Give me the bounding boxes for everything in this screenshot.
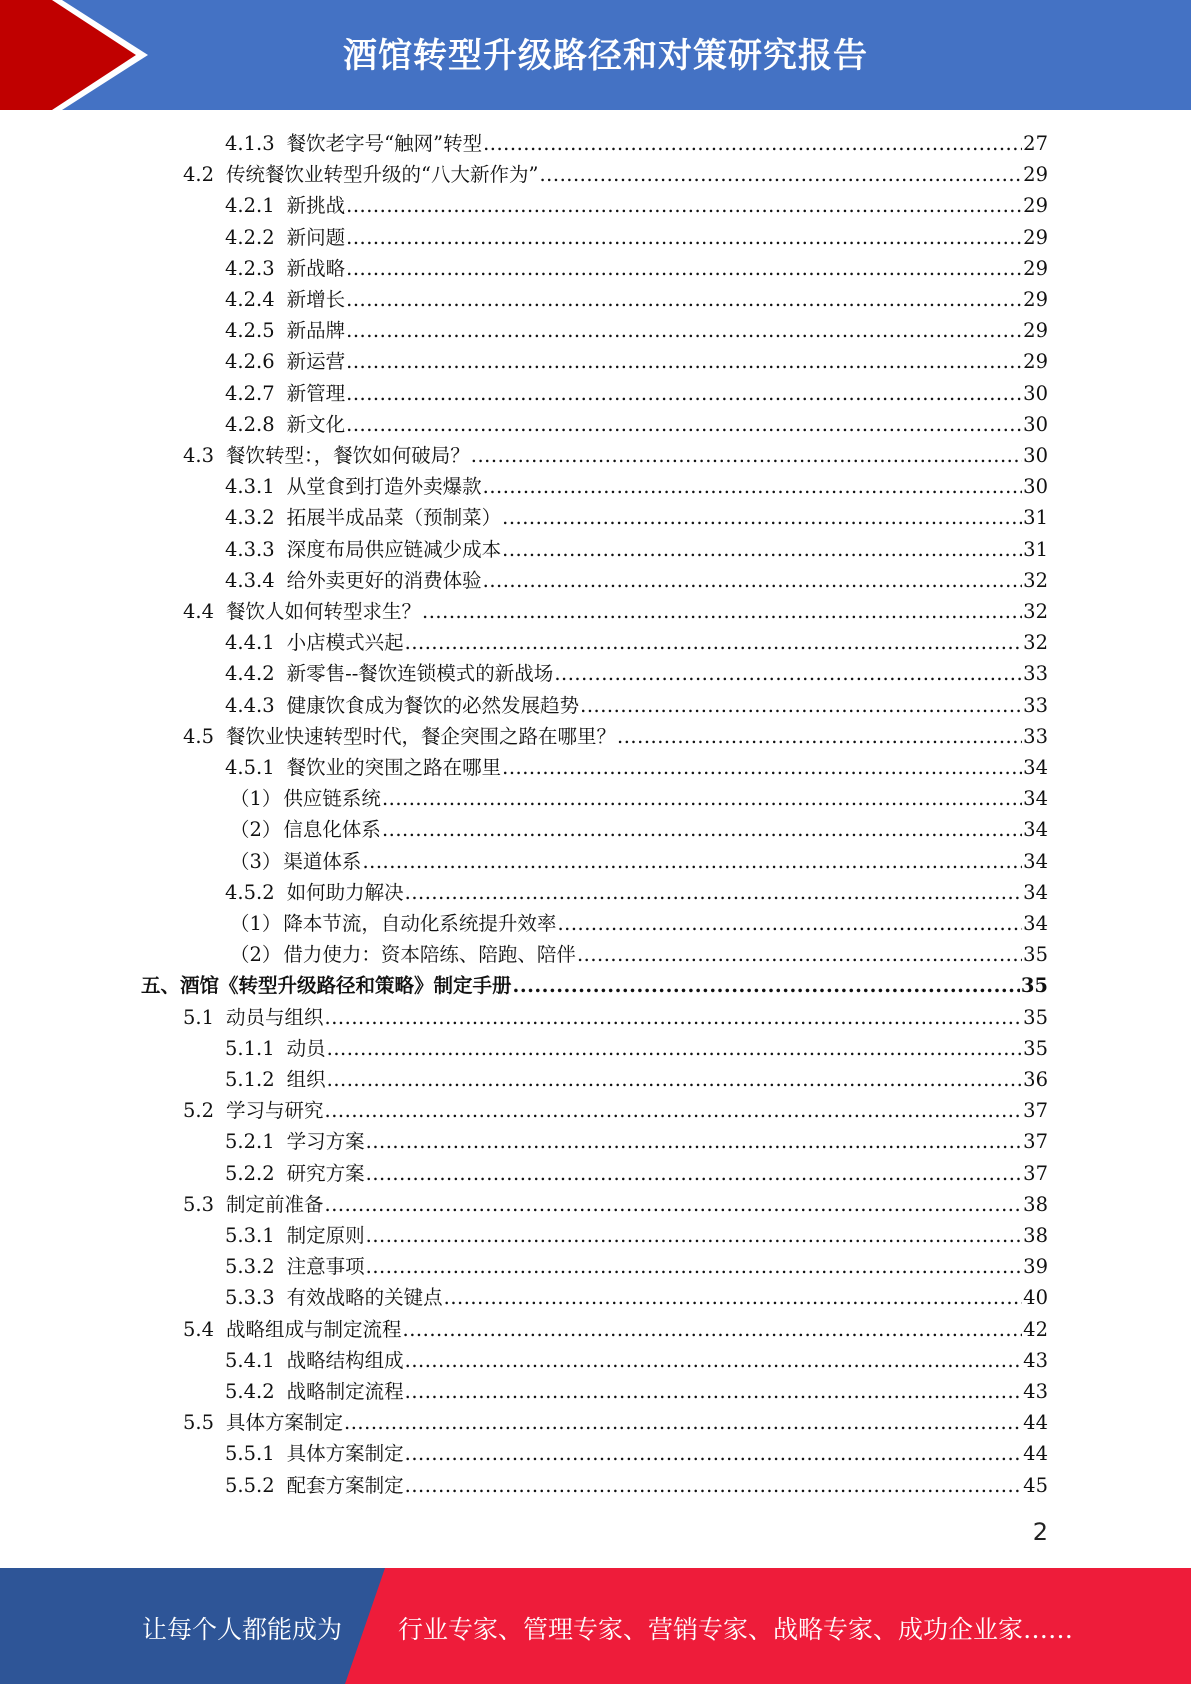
toc-entry[interactable] <box>183 721 1048 752</box>
toc-entry-title: 从堂食到打造外卖爆款 <box>286 475 482 499</box>
toc-leader-dots <box>325 1095 1023 1126</box>
toc-entry-page: 37 <box>1023 1130 1048 1154</box>
toc-entry-number: 4.4.2 <box>225 662 275 686</box>
toc-entry-title: 学习与研究 <box>226 1099 324 1123</box>
toc-entry-title: 组织 <box>286 1068 326 1091</box>
toc-leader-dots <box>502 502 1022 533</box>
toc-entry[interactable] <box>225 877 1048 908</box>
page-number: 2 <box>1032 1518 1048 1546</box>
toc-entry[interactable] <box>230 939 1048 970</box>
toc-entry[interactable] <box>225 1064 1048 1095</box>
toc-entry-page: 29 <box>1023 256 1048 280</box>
toc-entry-page: 30 <box>1023 444 1048 467</box>
toc-entry[interactable] <box>183 440 1048 471</box>
toc-entry-title: 新零售--餐饮连锁模式的新战场 <box>286 662 554 686</box>
toc-leader-dots <box>444 1282 1023 1313</box>
toc-leader-dots <box>346 284 1022 315</box>
toc-entry[interactable] <box>230 783 1048 814</box>
toc-entry[interactable] <box>183 1314 1048 1345</box>
toc-entry[interactable] <box>225 346 1048 377</box>
toc-entry-page: 38 <box>1023 1192 1048 1216</box>
toc-entry[interactable] <box>183 596 1048 627</box>
toc-entry-number: 4.2.5 <box>225 319 275 343</box>
toc-entry-title: 新管理 <box>286 381 346 405</box>
toc-leader-dots <box>366 1158 1023 1189</box>
toc-entry[interactable] <box>225 1220 1048 1251</box>
footer-slogan-left: 让每个人都能成为 <box>142 1615 343 1644</box>
toc-entry-number: 5.4.2 <box>225 1380 275 1403</box>
toc-entry-number: 4.3 <box>183 444 215 467</box>
toc-leader-dots <box>617 721 1022 752</box>
toc-entry-title: 战略制定流程 <box>286 1380 404 1403</box>
toc-entry-number: 4.2.7 <box>225 381 275 405</box>
toc-leader-dots <box>483 471 1023 502</box>
toc-entry[interactable] <box>225 690 1048 721</box>
toc-leader-dots <box>502 752 1022 783</box>
toc-entry[interactable] <box>225 1251 1048 1282</box>
toc-entry-title: 研究方案 <box>286 1161 365 1185</box>
toc-entry[interactable] <box>225 1376 1048 1407</box>
toc-leader-dots <box>346 409 1022 440</box>
toc-entry[interactable] <box>225 409 1048 440</box>
toc-entry-title: 配套方案制定 <box>286 1473 404 1497</box>
toc-entry-title: 新战略 <box>286 256 346 280</box>
toc-entry-number: 4.2.4 <box>225 288 275 311</box>
toc-leader-dots <box>382 783 1022 814</box>
toc-entry[interactable] <box>230 846 1048 877</box>
toc-entry[interactable] <box>225 471 1048 502</box>
toc-entry[interactable] <box>225 222 1048 253</box>
toc-entry-page: 34 <box>1023 818 1048 842</box>
toc-leader-dots <box>346 190 1022 221</box>
toc-entry[interactable] <box>230 814 1048 845</box>
toc-leader-dots <box>405 1376 1023 1407</box>
toc-entry-page: 31 <box>1023 537 1048 561</box>
toc-entry-title: 借力使力：资本陪练、陪跑、陪伴 <box>283 943 576 967</box>
toc-leader-dots <box>325 1189 1023 1220</box>
toc-entry-number: 5.3 <box>183 1192 215 1216</box>
toc-entry-title: 新品牌 <box>286 319 346 343</box>
toc-entry-title: 餐饮人如何转型求生？ <box>226 600 422 623</box>
toc-entry-number: 4.3.3 <box>225 537 275 561</box>
toc-entry-title: 拓展半成品菜（预制菜） <box>286 506 502 530</box>
toc-leader-dots <box>580 690 1022 721</box>
toc-entry-number: 5.5.1 <box>225 1442 275 1466</box>
toc-entry[interactable] <box>225 565 1048 596</box>
toc-entry-page: 29 <box>1023 194 1048 218</box>
toc-entry[interactable] <box>225 128 1048 159</box>
toc-entry-number: 4.4.3 <box>225 693 275 717</box>
toc-entry-number: 4.5 <box>183 724 215 748</box>
toc-entry-number: 4.4.1 <box>225 631 275 655</box>
toc-leader-dots <box>513 970 1020 1001</box>
toc-leader-dots <box>471 440 1022 471</box>
toc-leader-dots <box>483 128 1022 159</box>
toc-entry-page: 35 <box>1023 943 1048 967</box>
toc-entry[interactable] <box>225 1126 1048 1157</box>
toc-entry-page: 32 <box>1023 568 1048 592</box>
toc-entry-page: 27 <box>1023 132 1048 155</box>
toc-leader-dots <box>403 1314 1023 1345</box>
toc-entry-number: 4.1.3 <box>225 132 275 155</box>
toc-leader-dots <box>382 814 1022 845</box>
toc-entry[interactable] <box>225 627 1048 658</box>
toc-entry[interactable] <box>225 1438 1048 1469</box>
toc-entry-page: 42 <box>1023 1317 1048 1341</box>
toc-entry-title: 新挑战 <box>286 194 346 218</box>
document-title: 酒馆转型升级路径和对策研究报告 <box>343 36 868 76</box>
toc-leader-dots <box>362 846 1022 877</box>
toc-entry[interactable] <box>225 1282 1048 1313</box>
toc-entry-number: 4.2.8 <box>225 412 275 436</box>
toc-entry-number: （1） <box>230 787 282 811</box>
toc-entry-number: 5.1.1 <box>225 1036 275 1060</box>
toc-entry[interactable] <box>225 315 1048 346</box>
toc-entry-title: 有效战略的关键点 <box>286 1286 443 1310</box>
toc-leader-dots <box>344 1407 1022 1438</box>
toc-entry-page: 43 <box>1023 1348 1048 1372</box>
toc-entry[interactable] <box>230 908 1048 939</box>
toc-entry-page: 40 <box>1023 1286 1048 1310</box>
toc-entry-number: （3） <box>230 849 282 873</box>
toc-entry-page: 29 <box>1023 163 1048 187</box>
toc-entry-number: 5.5.2 <box>225 1473 275 1497</box>
toc-entry-page: 38 <box>1023 1224 1048 1247</box>
toc-entry-title: 制定前准备 <box>226 1192 324 1216</box>
toc-entry[interactable] <box>225 253 1048 284</box>
toc-entry[interactable] <box>225 502 1048 533</box>
toc-entry-title: 具体方案制定 <box>286 1442 404 1466</box>
toc-entry-page: 34 <box>1023 849 1048 873</box>
footer-slogan-right: 行业专家、管理专家、营销专家、战略专家、成功企业家…… <box>398 1615 1074 1644</box>
toc-entry-title: 餐饮业快速转型时代，餐企突围之路在哪里？ <box>226 724 617 748</box>
toc-entry[interactable] <box>183 159 1048 190</box>
toc-entry-title: 渠道体系 <box>283 849 362 873</box>
toc-entry-title: 新增长 <box>286 288 346 311</box>
toc-entry-title: 传统餐饮业转型升级的“八大新作为” <box>226 163 539 187</box>
toc-leader-dots <box>483 565 1023 596</box>
toc-entry[interactable] <box>225 190 1048 221</box>
toc-leader-dots <box>366 1126 1023 1157</box>
toc-entry-number: 5.1 <box>183 1005 215 1029</box>
toc-entry-page: 33 <box>1023 724 1048 748</box>
toc-entry[interactable] <box>225 1158 1048 1189</box>
toc-entry-title: 酒馆《转型升级路径和策略》制定手册 <box>180 974 512 998</box>
toc-entry-number: 5.2.1 <box>225 1130 275 1154</box>
toc-entry-page: 35 <box>1020 974 1048 998</box>
toc-entry-number: 5.1.2 <box>225 1068 275 1091</box>
toc-entry-page: 37 <box>1023 1099 1048 1123</box>
toc-leader-dots <box>346 315 1022 346</box>
toc-entry-title: 具体方案制定 <box>226 1411 344 1435</box>
toc-entry-page: 29 <box>1023 319 1048 343</box>
toc-entry-number: 5.3.2 <box>225 1255 275 1279</box>
toc-entry[interactable] <box>225 1033 1048 1064</box>
toc-entry-page: 37 <box>1023 1161 1048 1185</box>
toc-leader-dots <box>405 877 1023 908</box>
toc-entry-number: 4.5.1 <box>225 756 275 779</box>
toc-entry-number: 五、 <box>141 974 181 998</box>
toc-entry-number: 4.3.1 <box>225 475 275 499</box>
toc-leader-dots <box>325 1002 1023 1033</box>
toc-entry-number: 4.3.4 <box>225 568 275 592</box>
toc-entry-number: 4.4 <box>183 600 215 623</box>
toc-entry-number: 4.3.2 <box>225 506 275 530</box>
toc-leader-dots <box>346 253 1022 284</box>
toc-entry-page: 43 <box>1023 1380 1048 1403</box>
toc-entry-title: 供应链系统 <box>283 787 381 811</box>
toc-entry-number: 5.3.3 <box>225 1286 275 1310</box>
toc-entry-page: 34 <box>1023 880 1048 904</box>
toc-entry[interactable] <box>225 534 1048 565</box>
toc-entry-title: 新问题 <box>286 225 346 249</box>
toc-entry-page: 45 <box>1023 1473 1048 1497</box>
toc-entry-number: 4.2.6 <box>225 350 275 374</box>
toc-entry-title: 给外卖更好的消费体验 <box>286 568 482 592</box>
toc-entry-number: 5.3.1 <box>225 1224 275 1247</box>
toc-entry[interactable] <box>141 970 1048 1001</box>
toc-leader-dots <box>405 1345 1023 1376</box>
toc-entry-number: 4.2 <box>183 163 215 187</box>
toc-entry-title: 注意事项 <box>286 1255 365 1279</box>
toc-leader-dots <box>422 596 1022 627</box>
toc-entry-title: 新文化 <box>286 412 346 436</box>
toc-leader-dots <box>539 159 1022 190</box>
page-header <box>0 0 1191 110</box>
toc-entry[interactable] <box>183 1189 1048 1220</box>
toc-entry-number: 4.2.3 <box>225 256 275 280</box>
toc-leader-dots <box>557 908 1022 939</box>
toc-leader-dots <box>502 534 1022 565</box>
toc-entry-title: 深度布局供应链减少成本 <box>286 537 502 561</box>
toc-entry-page: 35 <box>1023 1036 1048 1060</box>
toc-entry-title: 如何助力解决 <box>286 880 404 904</box>
toc-entry-page: 35 <box>1023 1005 1048 1029</box>
toc-entry-page: 36 <box>1023 1068 1048 1091</box>
toc-entry-page: 33 <box>1023 662 1048 686</box>
toc-leader-dots <box>554 658 1022 689</box>
toc-entry-page: 44 <box>1023 1442 1048 1466</box>
toc-entry[interactable] <box>225 658 1048 689</box>
toc-entry-title: 健康饮食成为餐饮的必然发展趋势 <box>286 693 580 717</box>
toc-entry-page: 34 <box>1023 912 1048 935</box>
toc-entry-number: 5.4 <box>183 1317 215 1341</box>
toc-entry-page: 32 <box>1023 600 1048 623</box>
toc-entry-page: 39 <box>1023 1255 1048 1279</box>
toc-entry[interactable] <box>225 752 1048 783</box>
toc-entry-title: 动员 <box>286 1036 326 1060</box>
toc-entry-number: 4.2.1 <box>225 194 275 218</box>
toc-entry[interactable] <box>183 1002 1048 1033</box>
toc-entry-page: 30 <box>1023 381 1048 405</box>
toc-entry-number: 5.2.2 <box>225 1161 275 1185</box>
toc-leader-dots <box>346 378 1022 409</box>
toc-leader-dots <box>327 1064 1023 1095</box>
toc-entry-title: 餐饮转型：，餐饮如何破局？ <box>226 444 470 467</box>
toc-entry[interactable] <box>183 1095 1048 1126</box>
toc-entry[interactable] <box>225 1470 1048 1501</box>
toc-leader-dots <box>405 627 1023 658</box>
toc-entry-title: 小店模式兴起 <box>286 631 404 655</box>
toc-entry-page: 29 <box>1023 225 1048 249</box>
toc-entry-number: 4.2.2 <box>225 225 275 249</box>
toc-entry-page: 29 <box>1023 350 1048 374</box>
toc-entry-title: 降本节流，自动化系统提升效率 <box>283 912 557 935</box>
toc-entry-page: 30 <box>1023 412 1048 436</box>
toc-entry-title: 动员与组织 <box>226 1005 324 1029</box>
toc-entry-title: 餐饮老字号“触网”转型 <box>286 132 483 155</box>
toc-entry-page: 34 <box>1023 787 1048 811</box>
toc-leader-dots <box>366 1220 1023 1251</box>
toc-entry-number: （2） <box>230 943 282 967</box>
toc-entry[interactable] <box>225 1345 1048 1376</box>
toc-entry-title: 制定原则 <box>286 1224 365 1247</box>
toc-leader-dots <box>346 346 1022 377</box>
toc-entry-title: 信息化体系 <box>283 818 381 842</box>
toc-entry-title: 战略结构组成 <box>286 1348 404 1372</box>
toc-entry-number: 5.2 <box>183 1099 215 1123</box>
toc-entry-title: 新运营 <box>286 350 346 374</box>
toc-entry-number: （1） <box>230 912 282 935</box>
toc-entry-page: 32 <box>1023 631 1048 655</box>
toc-entry[interactable] <box>225 378 1048 409</box>
toc-entry-number: 4.5.2 <box>225 880 275 904</box>
toc-entry-page: 33 <box>1023 693 1048 717</box>
toc-leader-dots <box>346 222 1022 253</box>
toc-entry[interactable] <box>225 284 1048 315</box>
toc-entry-page: 29 <box>1023 288 1048 311</box>
toc-entry-title: 餐饮业的突围之路在哪里 <box>286 756 502 779</box>
toc-leader-dots <box>327 1033 1023 1064</box>
toc-entry-page: 31 <box>1023 506 1048 530</box>
toc-leader-dots <box>405 1470 1023 1501</box>
toc-entry-number: （2） <box>230 818 282 842</box>
toc-leader-dots <box>577 939 1022 970</box>
toc-entry-page: 30 <box>1023 475 1048 499</box>
toc-leader-dots <box>366 1251 1023 1282</box>
page-footer <box>0 1568 1191 1684</box>
toc-entry-number: 5.4.1 <box>225 1348 275 1372</box>
toc-entry-title: 战略组成与制定流程 <box>226 1317 402 1341</box>
toc-leader-dots <box>405 1438 1023 1469</box>
toc-entry-page: 34 <box>1023 756 1048 779</box>
toc-entry-page: 44 <box>1023 1411 1048 1435</box>
toc-entry[interactable] <box>183 1407 1048 1438</box>
toc-entry-title: 学习方案 <box>286 1130 365 1154</box>
toc-entry-number: 5.5 <box>183 1411 215 1435</box>
